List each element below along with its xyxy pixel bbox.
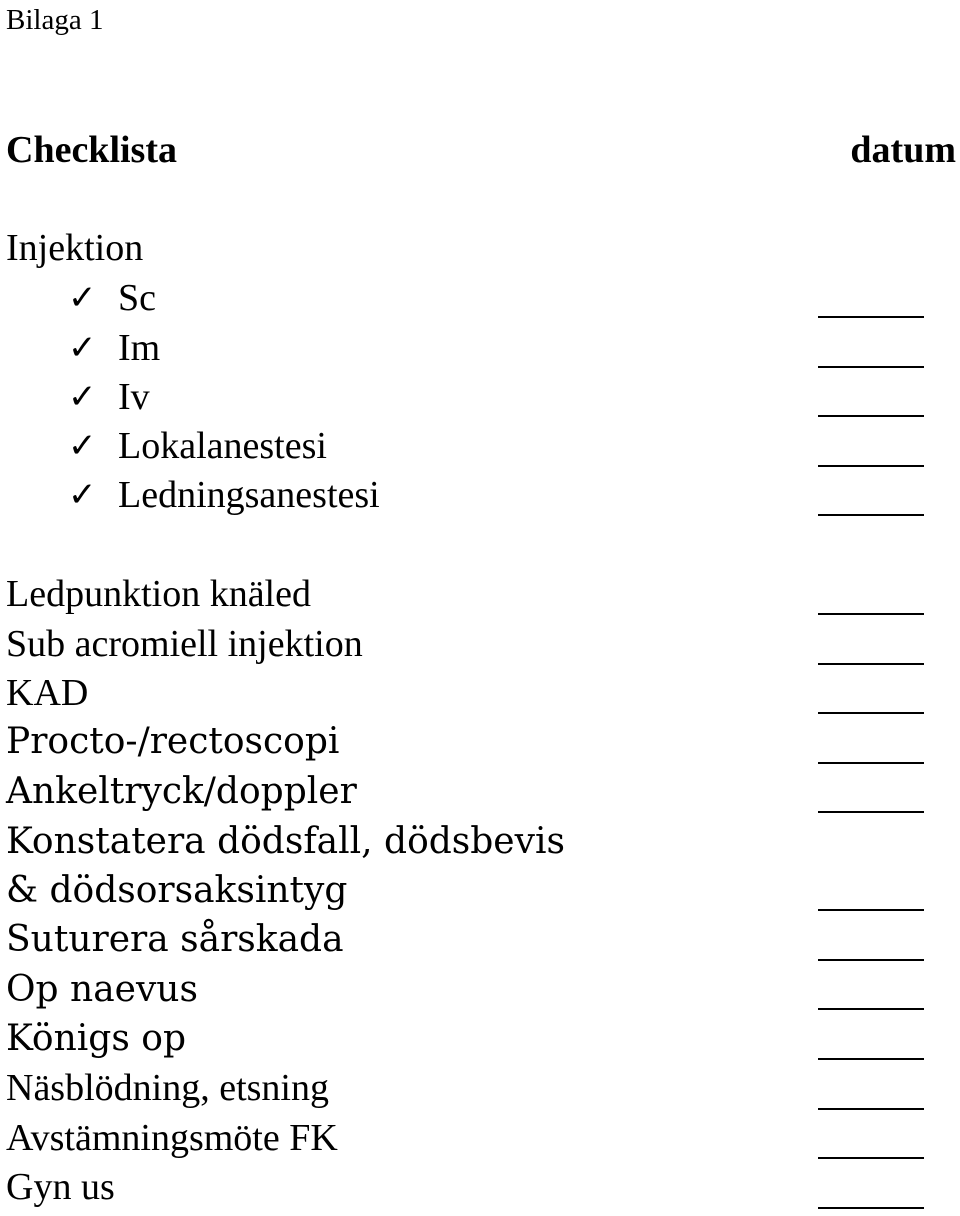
procedure-item: Avstämningsmöte FK: [6, 1117, 338, 1159]
procedure-item: & dödsorsaksintyg: [6, 870, 348, 911]
date-blank-line: [818, 811, 924, 813]
procedure-item: KAD: [6, 672, 89, 714]
injection-item: Iv: [118, 376, 150, 418]
section-heading-injection: Injektion: [6, 227, 144, 269]
check-icon: ✓: [68, 426, 97, 466]
date-blank-line: [818, 959, 924, 961]
date-blank-line: [818, 316, 924, 318]
appendix-label: Bilaga 1: [6, 4, 104, 36]
procedure-item: Königs op: [6, 1018, 186, 1059]
procedure-item: Näsblödning, etsning: [6, 1067, 329, 1109]
procedure-item: Gyn us: [6, 1166, 115, 1208]
date-blank-line: [818, 1058, 924, 1060]
date-column-label: datum: [850, 129, 956, 171]
date-blank-line: [818, 663, 924, 665]
procedure-item: Op naevus: [6, 969, 198, 1010]
injection-item: Ledningsanestesi: [118, 474, 380, 516]
date-blank-line: [818, 415, 924, 417]
check-icon: ✓: [68, 328, 97, 368]
date-blank-line: [818, 613, 924, 615]
injection-item: Sc: [118, 277, 156, 319]
procedure-item: Ankeltryck/doppler: [6, 771, 357, 812]
date-blank-line: [818, 1157, 924, 1159]
injection-item: Lokalanestesi: [118, 425, 327, 467]
checklist-title: Checklista: [6, 129, 177, 171]
date-blank-line: [818, 1108, 924, 1110]
date-blank-line: [818, 465, 924, 467]
procedure-item: Suturera sårskada: [6, 919, 344, 960]
check-icon: ✓: [68, 278, 97, 318]
date-blank-line: [818, 762, 924, 764]
date-blank-line: [818, 1207, 924, 1209]
date-blank-line: [818, 366, 924, 368]
check-icon: ✓: [68, 475, 97, 515]
procedure-item: Ledpunktion knäled: [6, 573, 311, 615]
procedure-item: Konstatera dödsfall, dödsbevis: [6, 821, 565, 862]
date-blank-line: [818, 514, 924, 516]
date-blank-line: [818, 1008, 924, 1010]
date-blank-line: [818, 909, 924, 911]
injection-item: Im: [118, 327, 161, 369]
date-blank-line: [818, 712, 924, 714]
procedure-item: Sub acromiell injektion: [6, 623, 363, 665]
procedure-item: Procto-/rectoscopi: [6, 721, 340, 762]
check-icon: ✓: [68, 377, 97, 417]
